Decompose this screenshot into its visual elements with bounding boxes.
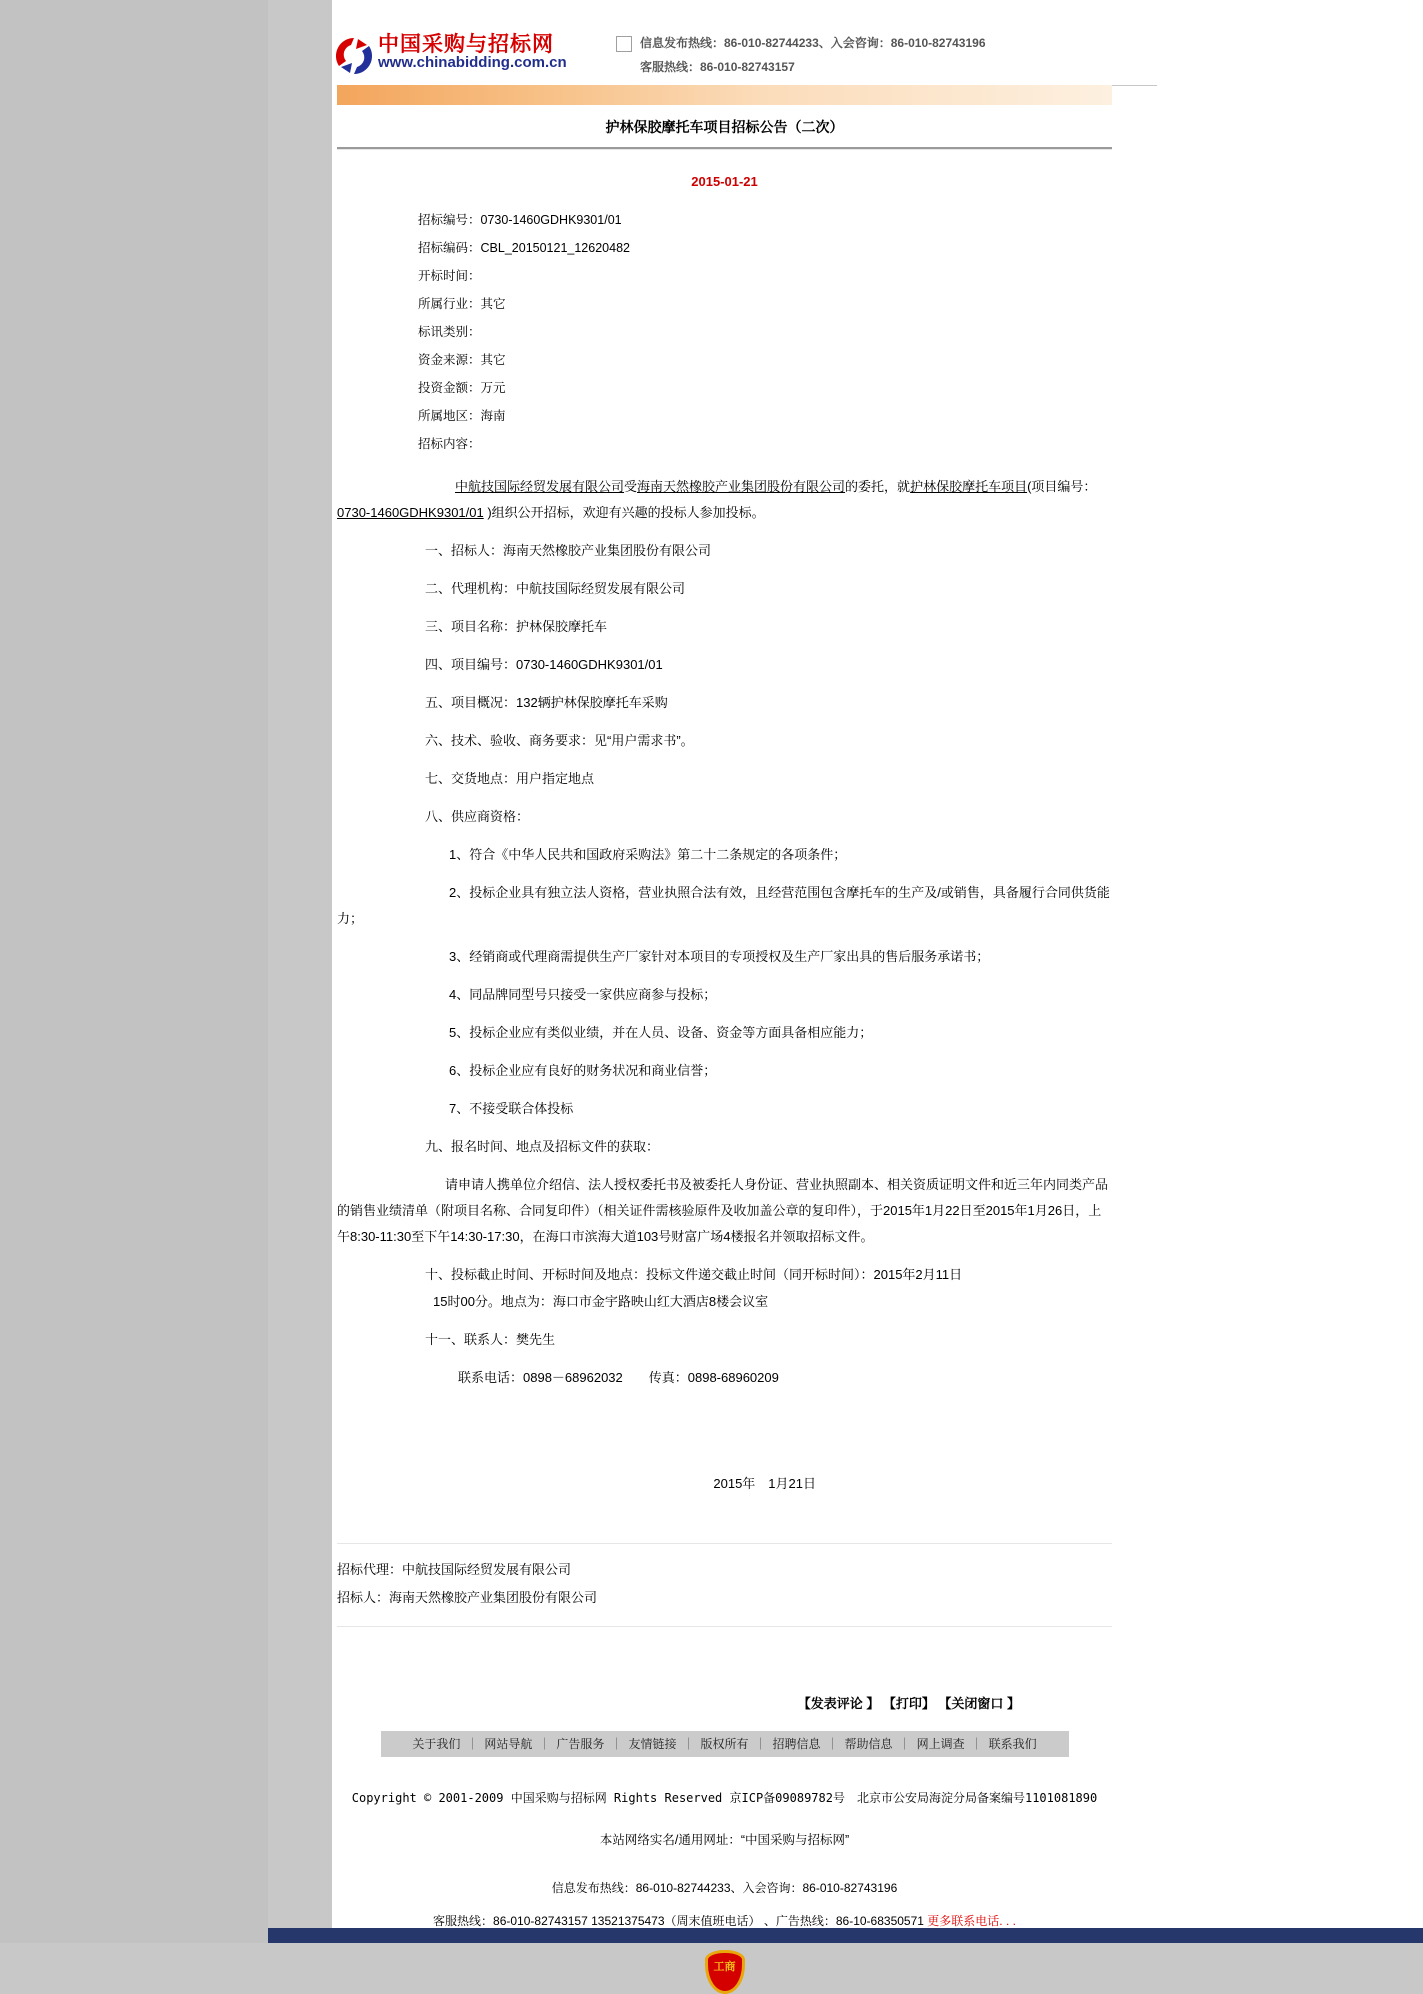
project-name-link[interactable]: 护林保胶摩托车项目	[910, 479, 1028, 494]
divider-line	[337, 1626, 1112, 1627]
announcement-document	[337, 105, 1112, 1994]
footer-hotline-2-text: 客服热线：86-010-82743157 13521375473（周末值班电话） 、广告热线：86-10-68350571	[433, 1914, 928, 1928]
page-title: 护林保胶摩托车项目招标公告（二次）	[605, 119, 844, 135]
field-label: 开标时间：	[418, 269, 481, 283]
site-header	[332, 0, 1157, 85]
qualification-2: 2、投标企业具有独立法人资格，营业执照合法有效，且经营范围包含摩托车的生产及/或销售，具备履行合同供货能力；	[337, 885, 1110, 926]
field-label: 所属行业：	[418, 297, 481, 311]
site-name-line: 本站网络实名/通用网址：“中国采购与招标网”	[599, 1833, 850, 1847]
agent-line: 招标代理：中航技国际经贸发展有限公司	[337, 1562, 572, 1577]
field-label: 资金来源：	[418, 353, 481, 367]
footer-separator: ｜	[826, 1737, 839, 1751]
bottom-navy-bar	[268, 1928, 1423, 1943]
copyright-line: Copyright © 2001-2009 中国采购与招标网 Rights Reserved 京ICP备09089782号 北京市公安局海淀分局备案编号1101081890	[351, 1791, 1098, 1805]
footer-separator: ｜	[466, 1737, 479, 1751]
tender-meta-fields	[337, 206, 1112, 458]
footer-link-about[interactable]: 关于我们	[412, 1737, 461, 1751]
field-label: 所属地区：	[418, 409, 481, 423]
item-contact-person: 十一、联系人：樊先生	[425, 1332, 556, 1347]
header-hotline-line2: 客服热线：86-010-82743157	[640, 60, 795, 74]
item-tech-requirements: 六、技术、验收、商务要求：见“用户需求书”。	[425, 733, 694, 748]
footer-link-jobs[interactable]: 招聘信息	[772, 1737, 821, 1751]
field-value: CBL_20150121_12620482	[480, 241, 630, 255]
footer-hotline-1: 信息发布热线：86-010-82744233、入会咨询：86-010-82743196	[551, 1881, 898, 1895]
title-rule	[337, 147, 1112, 150]
field-value: 其它	[480, 353, 506, 367]
gongshang-badge-icon[interactable]	[705, 1950, 745, 1994]
footer-link-survey[interactable]: 网上调查	[916, 1737, 965, 1751]
field-value: 海南	[480, 409, 506, 423]
intro-text: (项目编号：	[1027, 479, 1097, 494]
browser-page	[332, 0, 1423, 1973]
orange-divider-bar	[337, 85, 1112, 105]
footer-separator: ｜	[682, 1737, 695, 1751]
page-actions	[337, 1691, 1112, 1717]
agent-company-link[interactable]: 中航技国际经贸发展有限公司	[455, 479, 625, 494]
more-phones-link[interactable]: 更多联系电话. . .	[927, 1914, 1016, 1928]
field-value: 万元	[480, 381, 506, 395]
registration-details: 请申请人携单位介绍信、法人授权委托书及被委托人身份证、营业执照副本、相关资质证明文件和近三年内同类产品的销售业绩清单（附项目名称、合同复印件）（相关证件需核验原件及收加盖公章的复印件），于2015年1月22日至2015年1月26日，上午8:30-11:30至下午14:30-17:30，在海口市滨海大道103号财富广场4楼报名并领取招标文件。	[337, 1177, 1109, 1244]
close-window-button[interactable]: 【关闭窗口 】	[944, 1696, 1020, 1711]
chinabidding-logo-icon	[334, 36, 374, 76]
item-project-overview: 五、项目概况：132辆护林保胶摩托车采购	[425, 695, 668, 710]
qualification-4: 4、同品牌同型号只接受一家供应商参与投标；	[449, 987, 717, 1002]
field-value: 其它	[480, 297, 506, 311]
comment-button[interactable]: 【发表评论 】	[797, 1696, 880, 1711]
field-label: 标讯类别：	[418, 325, 481, 339]
qualification-6: 6、投标企业应有良好的财务状况和商业信誉；	[449, 1063, 717, 1078]
brand-url: www.chinabidding.com.cn	[378, 54, 567, 71]
header-hotline-line1: 信息发布热线：86-010-82744233、入会咨询：86-010-82743196	[640, 36, 986, 50]
footer-separator: ｜	[898, 1737, 911, 1751]
print-button[interactable]: 【打印】	[889, 1696, 935, 1711]
item-deadline: 十、投标截止时间、开标时间及地点：投标文件递交截止时间（同开标时间）：2015年2月11日	[425, 1267, 963, 1282]
desktop-background-strip	[0, 0, 268, 1943]
tenderee-company-link[interactable]: 海南天然橡胶产业集团股份有限公司	[637, 479, 846, 494]
footer-separator: ｜	[970, 1737, 983, 1751]
field-tender-code	[418, 234, 1112, 262]
item-delivery-place: 七、交货地点：用户指定地点	[425, 771, 595, 786]
field-tender-number	[418, 206, 1112, 234]
item-supplier-qualifications: 八、供应商资格：	[425, 809, 530, 824]
field-notice-type	[418, 318, 1112, 346]
checkbox-icon	[616, 36, 632, 52]
field-open-time	[418, 262, 1112, 290]
field-investment	[418, 374, 1112, 402]
item-registration: 九、报名时间、地点及招标文件的获取：	[425, 1139, 660, 1154]
item-project-name: 三、项目名称：护林保胶摩托车	[425, 619, 608, 634]
project-number-link[interactable]: 0730-1460GDHK9301/01	[337, 505, 484, 520]
intro-text: )组织公开招标，欢迎有兴趣的投标人参加投标。	[483, 505, 765, 520]
agent-footer-block	[337, 1556, 1112, 1612]
footer-separator: ｜	[538, 1737, 551, 1751]
footer-link-contact[interactable]: 联系我们	[988, 1737, 1037, 1751]
footer-link-ads[interactable]: 广告服务	[556, 1737, 605, 1751]
field-label: 招标编码：	[418, 241, 481, 255]
qualification-5: 5、投标企业应有类似业绩，并在人员、设备、资金等方面具备相应能力；	[449, 1025, 873, 1040]
item-agency: 二、代理机构：中航技国际经贸发展有限公司	[425, 581, 686, 596]
badge-text: 工商	[713, 1961, 736, 1973]
contact-phone-line: 联系电话：0898－68962032 传真：0898-68960209	[458, 1370, 779, 1385]
field-region	[418, 402, 1112, 430]
qualification-7: 7、不接受联合体投标	[449, 1101, 574, 1116]
footer-link-friends[interactable]: 友情链接	[628, 1737, 677, 1751]
footer-separator: ｜	[754, 1737, 767, 1751]
footer-link-help[interactable]: 帮助信息	[844, 1737, 893, 1751]
intro-text: 的委托，就	[845, 479, 911, 494]
intro-text: 受	[624, 479, 638, 494]
field-fund-source	[418, 346, 1112, 374]
field-label: 招标编号：	[418, 213, 481, 227]
field-content	[418, 430, 1112, 458]
footer-link-copyright[interactable]: 版权所有	[700, 1737, 749, 1751]
field-value: 0730-1460GDHK9301/01	[480, 213, 622, 227]
qualification-3: 3、经销商或代理商需提供生产厂家针对本项目的专项授权及生产厂家出具的售后服务承诺书；	[449, 949, 990, 964]
footer-link-sitemap[interactable]: 网站导航	[484, 1737, 533, 1751]
footer-nav-bar	[381, 1731, 1069, 1757]
field-label: 招标内容：	[418, 437, 481, 451]
footer-separator: ｜	[610, 1737, 623, 1751]
publish-date: 2015-01-21	[691, 174, 758, 189]
field-industry	[418, 290, 1112, 318]
brand-name: 中国采购与招标网	[378, 33, 554, 56]
item-deadline-line2: 15时00分。地点为：海口市金宇路映山红大酒店8楼会议室	[433, 1294, 769, 1309]
divider-line	[337, 1543, 1112, 1544]
tenderee-line: 招标人：海南天然橡胶产业集团股份有限公司	[337, 1590, 598, 1605]
qualification-1: 1、符合《中华人民共和国政府采购法》第二十二条规定的各项条件；	[449, 847, 847, 862]
intro-paragraph	[337, 474, 1112, 526]
item-project-number: 四、项目编号：0730-1460GDHK9301/01	[425, 657, 663, 672]
item-tenderee: 一、招标人：海南天然橡胶产业集团股份有限公司	[425, 543, 712, 558]
field-label: 投资金额：	[418, 381, 481, 395]
signature-date: 2015年 1月21日	[713, 1476, 816, 1491]
